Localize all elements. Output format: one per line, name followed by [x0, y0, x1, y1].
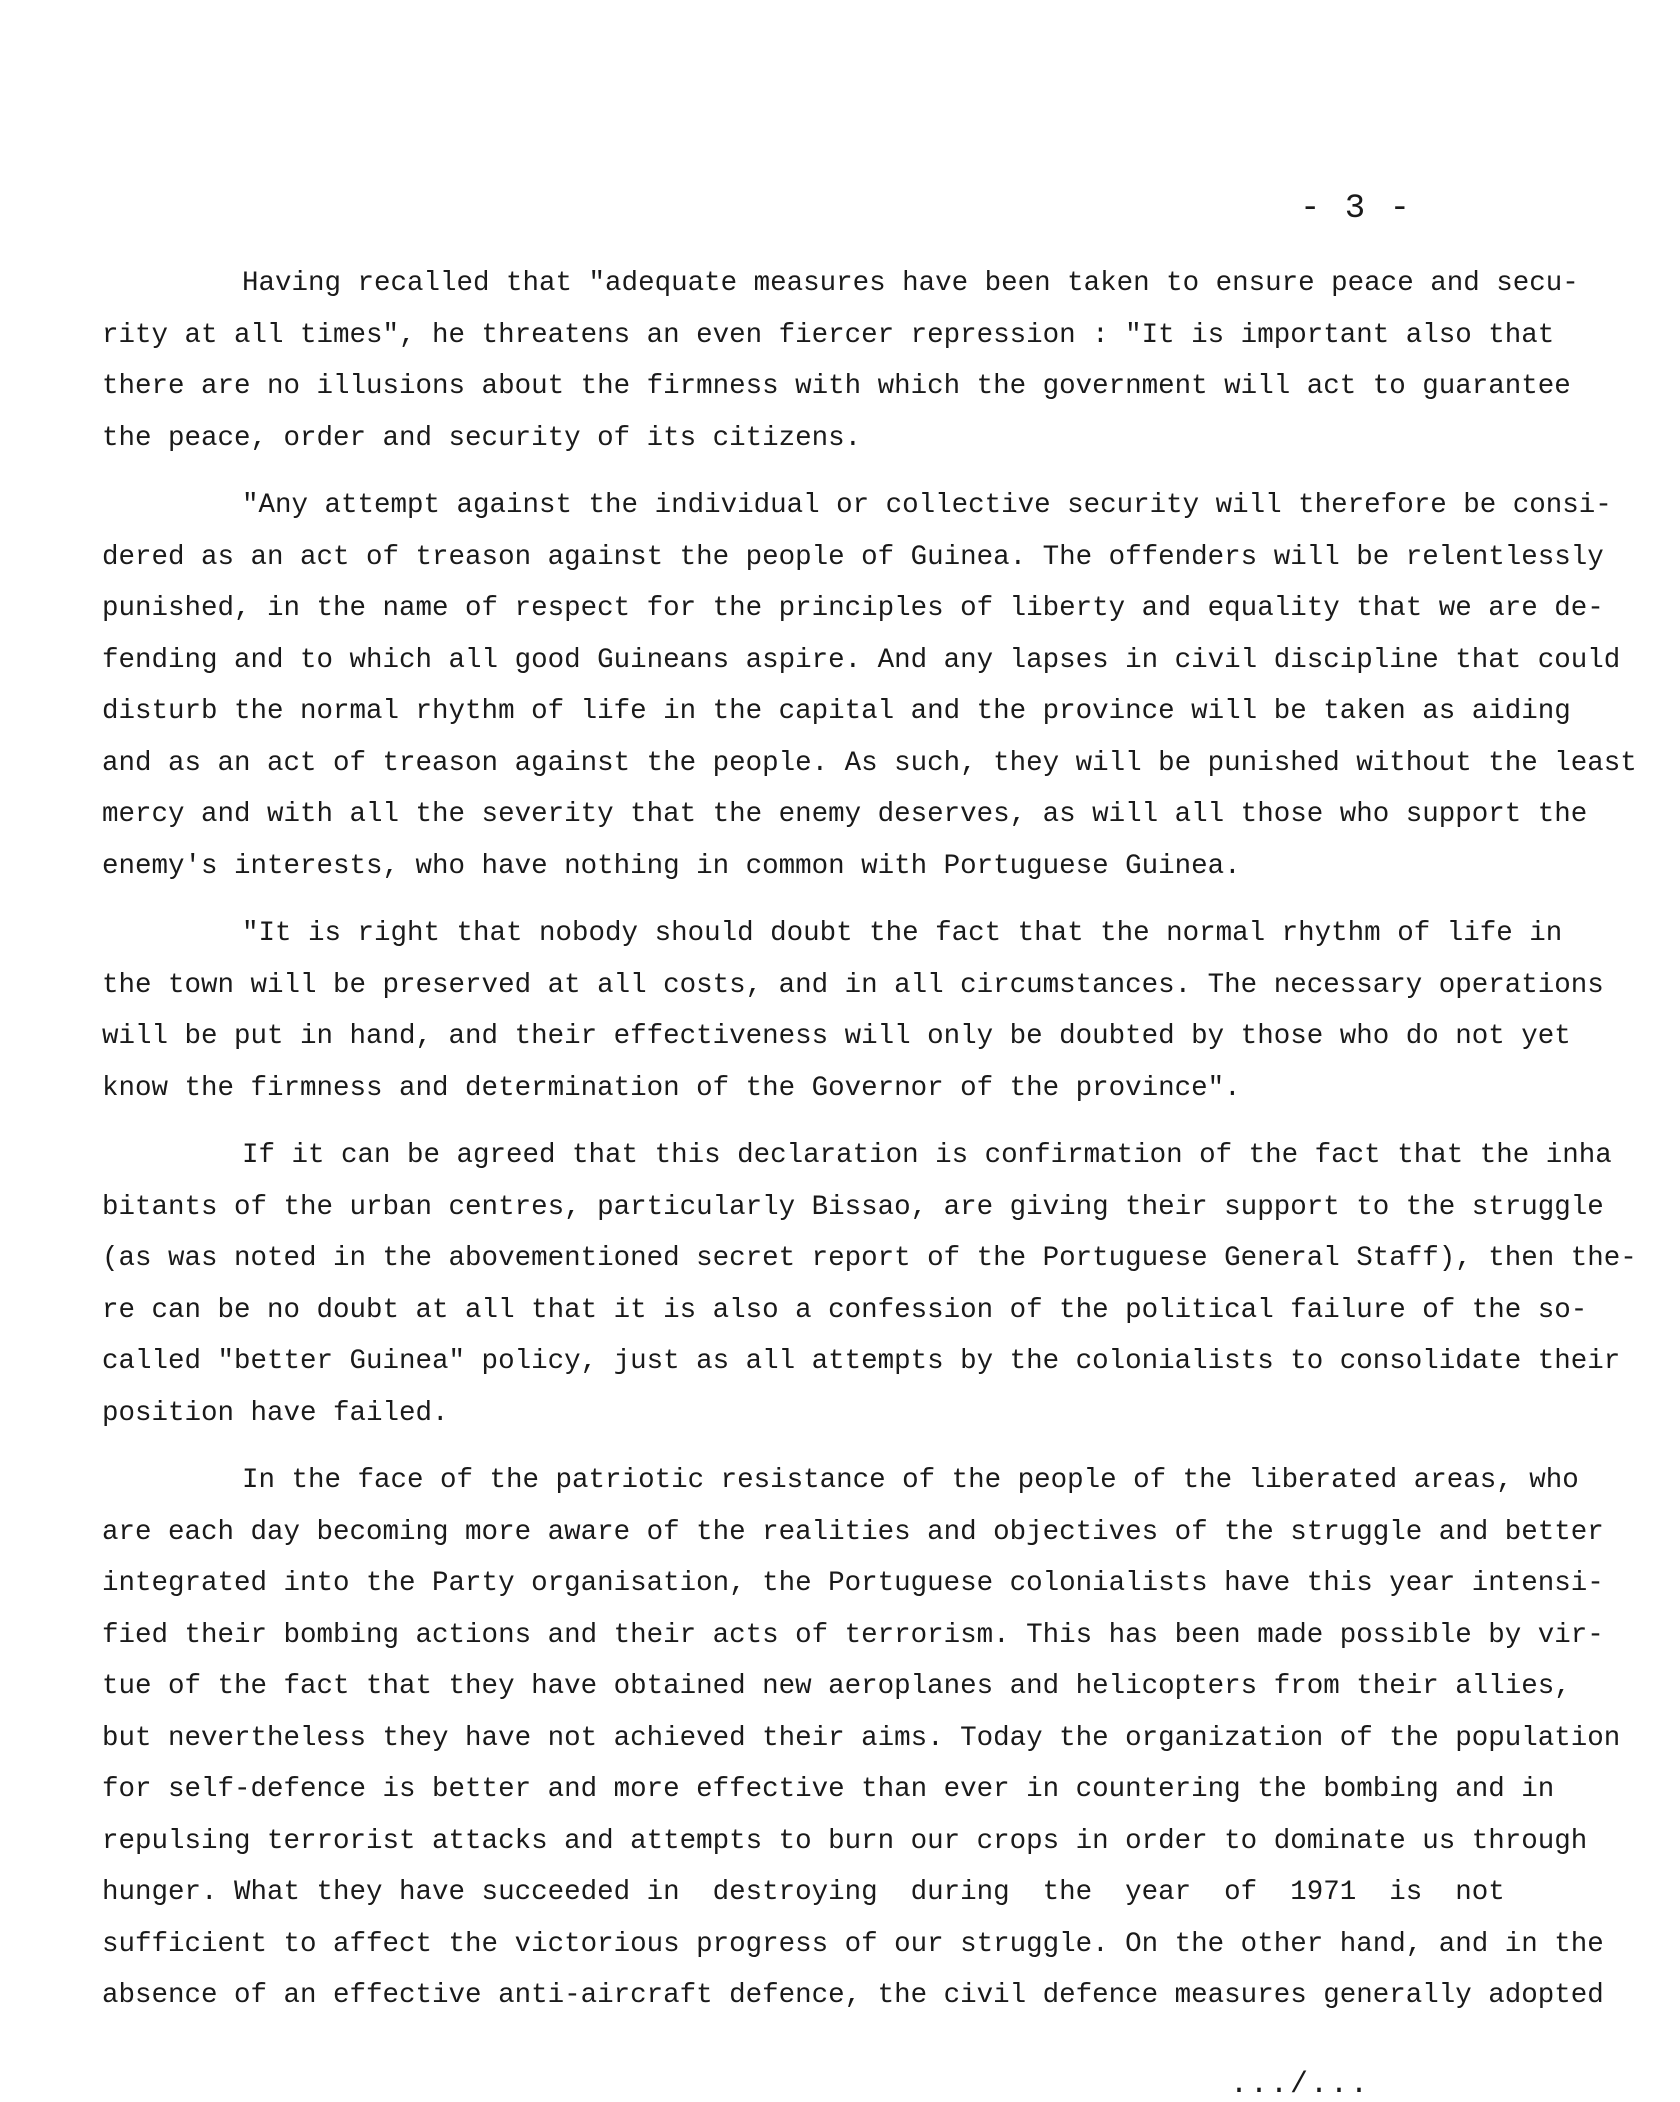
text-line: the town will be preserved at all costs, and in all circumstances. The necessary operations	[102, 969, 1604, 1001]
text-line: Having recalled that "adequate measures have been taken to ensure peace and secu-	[242, 268, 1579, 299]
text-line: re can be no doubt at all that it is also a confession of the political failure of the so-	[102, 1294, 1588, 1326]
text-line: know the firmness and determination of the Governor of the province".	[102, 1072, 1241, 1104]
text-line: mercy and with all the severity that the enemy deserves, as will all those who support the	[102, 799, 1588, 830]
paragraph-5	[102, 1455, 1621, 2022]
text-line: hunger. What they have succeeded in destroying during the year of 1971 is not	[102, 1877, 1505, 1908]
text-line: If it can be agreed that this declaration is confirmation of the fact that the inha	[242, 1140, 1612, 1171]
text-line: absence of an effective anti-aircraft defence, the civil defence measures generally adopted	[102, 1980, 1604, 2011]
text-line: are each day becoming more aware of the realities and objectives of the struggle and better	[102, 1516, 1604, 1548]
text-line: repulsing terrorist attacks and attempts to burn our crops in order to dominate us through	[102, 1825, 1588, 1857]
text-line: fied their bombing actions and their acts of terrorism. This has been made possible by vir-	[102, 1619, 1604, 1651]
text-line: but nevertheless they have not achieved their aims. Today the organization of the population	[102, 1722, 1621, 1754]
text-line: dered as an act of treason against the people of Guinea. The offenders will be relentlessly	[102, 541, 1604, 573]
text-line: "It is right that nobody should doubt the fact that the normal rhythm of life in	[242, 918, 1563, 949]
text-line: integrated into the Party organisation, the Portuguese colonialists have this year intensi-	[102, 1568, 1604, 1599]
body-text	[102, 258, 1637, 2038]
text-line: and as an act of treason against the people. As such, they will be punished without the least	[102, 747, 1637, 779]
paragraph-3	[102, 908, 1604, 1114]
text-line: disturb the normal rhythm of life in the capital and the province will be taken as aiding	[102, 696, 1571, 727]
continuation-marker: .../...	[1230, 2068, 1371, 2102]
text-line: there are no illusions about the firmness with which the government will act to guarantee	[102, 371, 1571, 402]
text-line: rity at all times", he threatens an even fiercer repression : "It is important also that	[102, 319, 1555, 351]
text-line: called "better Guinea" policy, just as all attempts by the colonialists to consolidate their	[102, 1346, 1621, 1377]
page-number: - 3 -	[1300, 190, 1413, 228]
text-line: bitants of the urban centres, particularly Bissao, are giving their support to the struggle	[102, 1191, 1604, 1223]
paragraph-4	[102, 1130, 1637, 1439]
text-line: (as was noted in the abovementioned secret report of the Portuguese General Staff), then the-	[102, 1243, 1637, 1274]
text-line: punished, in the name of respect for the principles of liberty and equality that we are de-	[102, 593, 1604, 624]
text-line: fending and to which all good Guineans aspire. And any lapses in civil discipline that could	[102, 644, 1621, 676]
text-line: position have failed.	[102, 1397, 449, 1429]
text-line: for self-defence is better and more effective than ever in countering the bombing and in	[102, 1774, 1555, 1805]
text-line: will be put in hand, and their effectiveness will only be doubted by those who do not yet	[102, 1021, 1571, 1052]
text-line: "Any attempt against the individual or collective security will therefore be consi-	[242, 490, 1612, 521]
paragraph-2	[102, 480, 1637, 892]
text-line: tue of the fact that they have obtained new aeroplanes and helicopters from their allies,	[102, 1671, 1571, 1702]
text-line: the peace, order and security of its citizens.	[102, 422, 862, 454]
paragraph-1	[102, 258, 1579, 464]
text-line: sufficient to affect the victorious progress of our struggle. On the other hand, and in the	[102, 1928, 1604, 1960]
text-line: enemy's interests, who have nothing in common with Portuguese Guinea.	[102, 850, 1241, 882]
text-line: In the face of the patriotic resistance of the people of the liberated areas, who	[242, 1465, 1579, 1496]
